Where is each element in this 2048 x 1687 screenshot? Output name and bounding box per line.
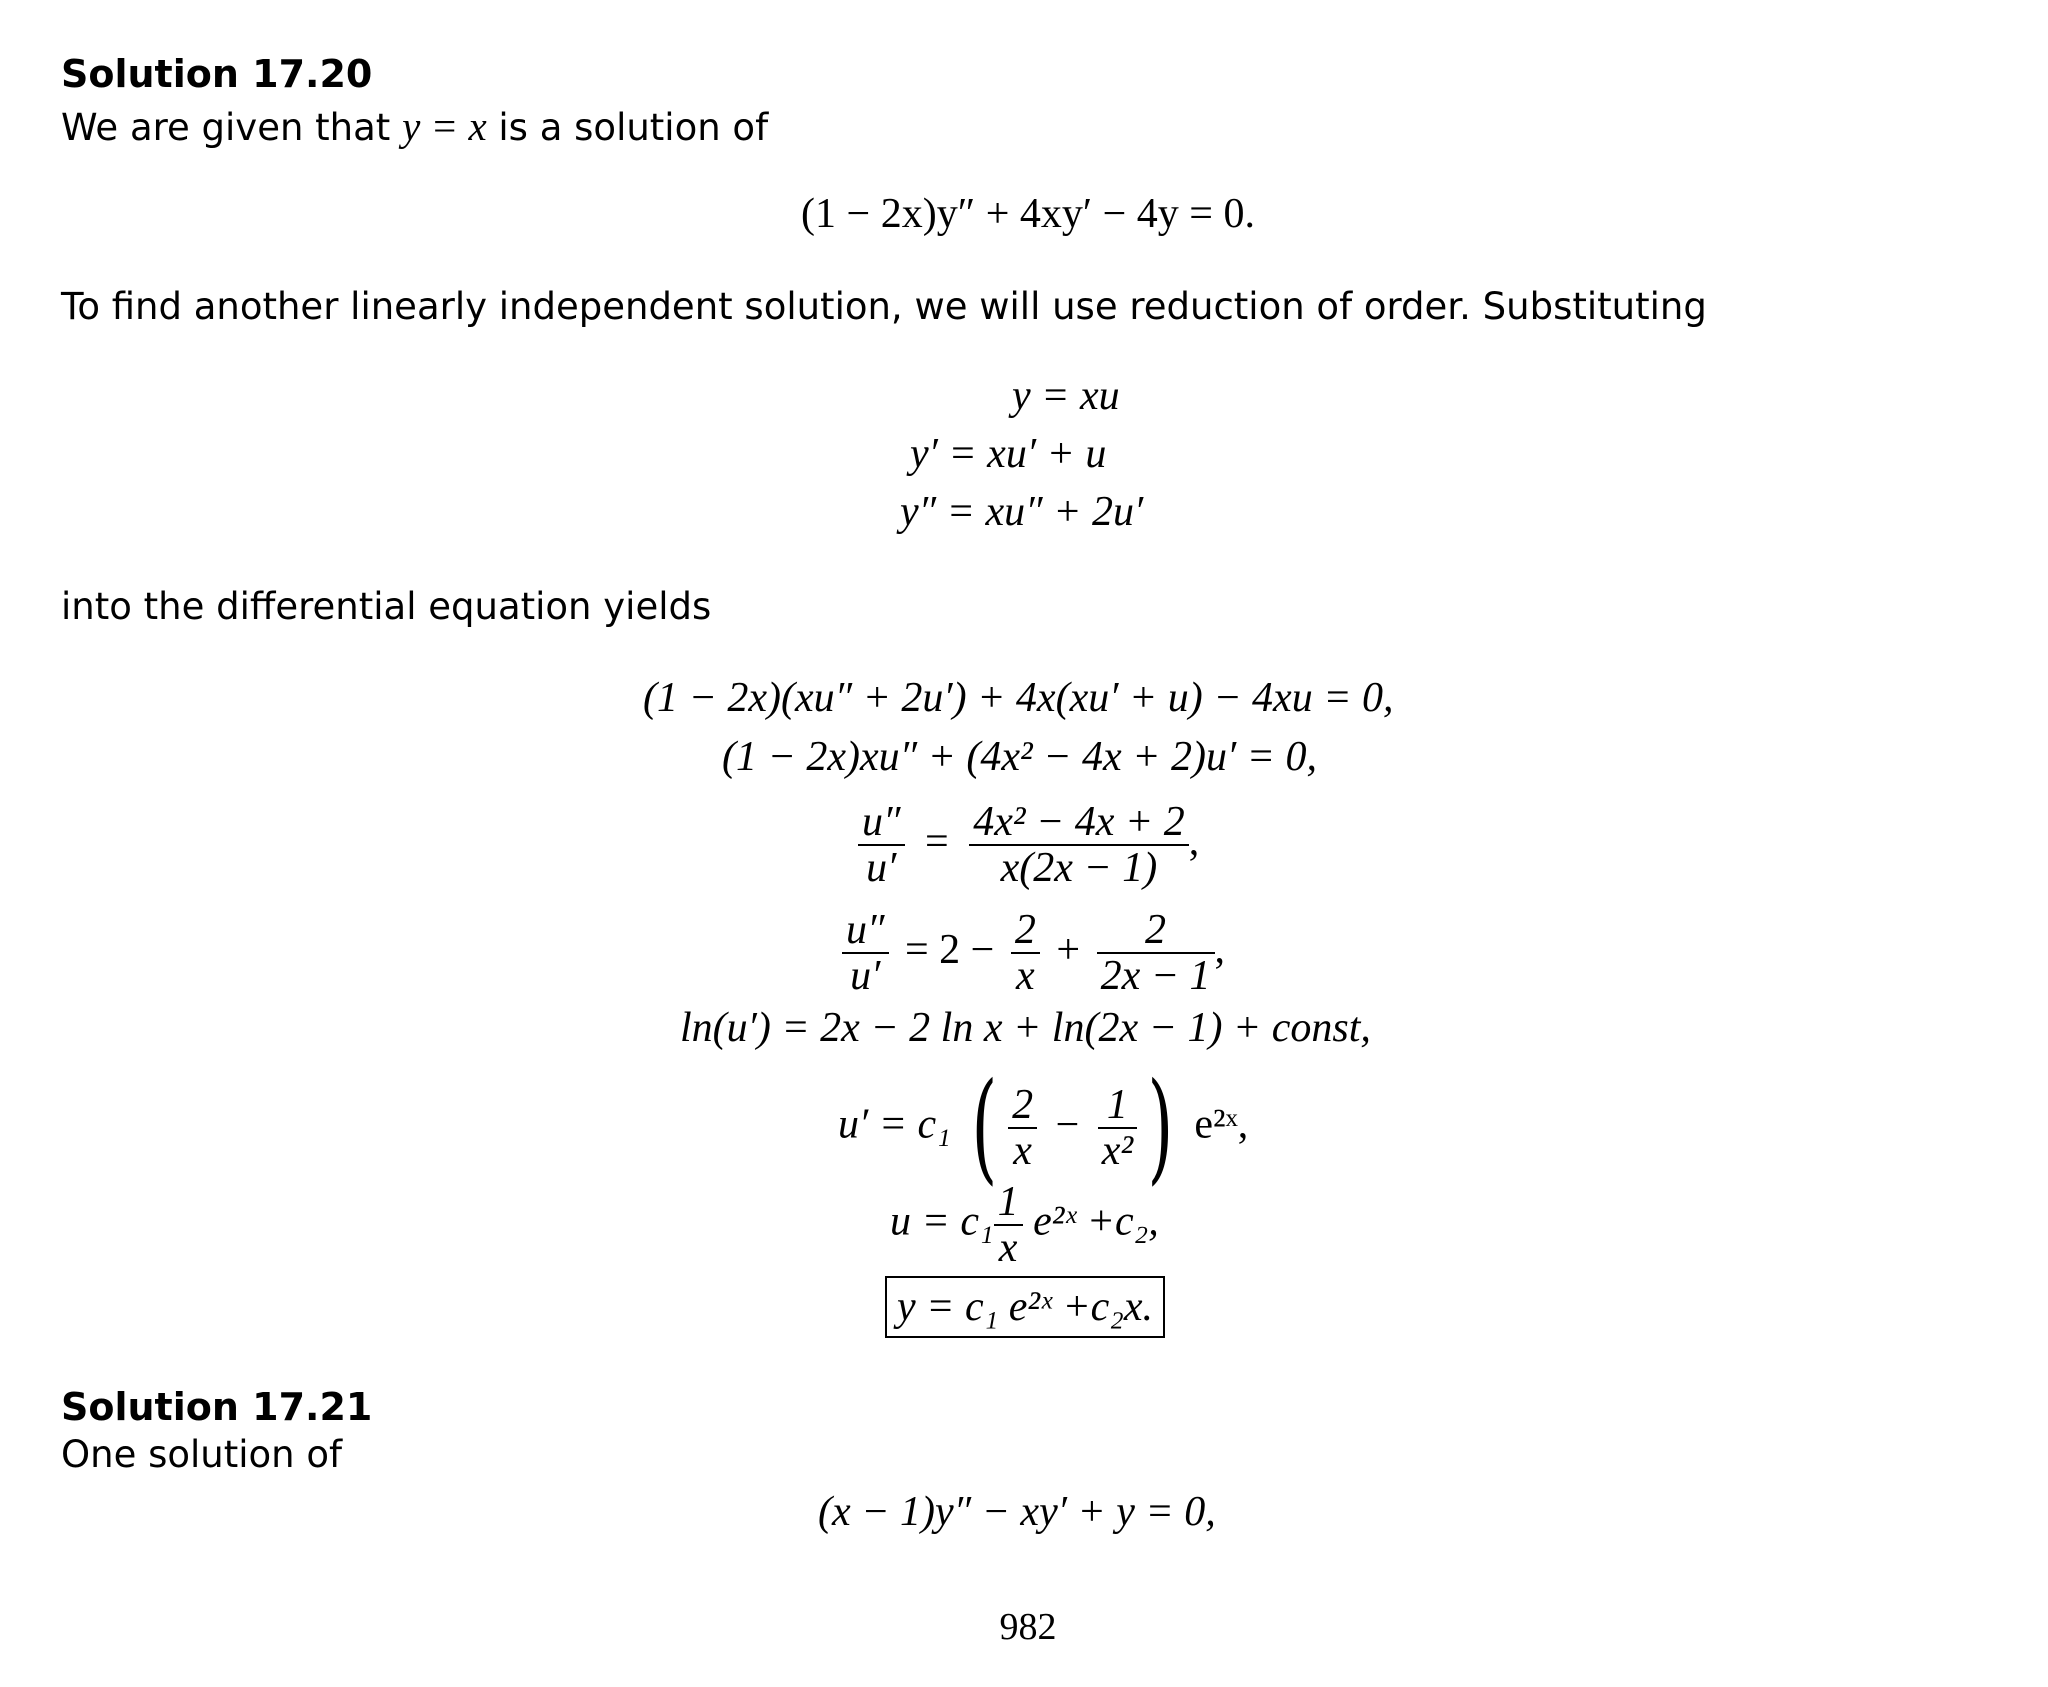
fraction-numerator: u″ — [862, 799, 901, 845]
fraction-u2-over-u1 — [858, 800, 905, 890]
derivation-line-2-text: (1 − 2x)xu″ + (4x² − 4x + 2)u′ = 0, — [722, 734, 1317, 780]
substitution-text-1: y = xu — [1012, 373, 1120, 419]
fraction-rational — [969, 800, 1189, 890]
yields-paragraph: into the differential equation yields — [61, 585, 712, 628]
fraction-2-over-x — [1008, 1083, 1037, 1173]
solution2-equation — [818, 1488, 1216, 1536]
intro-post-text: is a solution of — [486, 106, 769, 149]
fraction-2-over-2x-minus-1 — [1097, 908, 1215, 998]
fraction-numerator: 2 — [1145, 907, 1167, 953]
fraction-denominator: u′ — [842, 952, 889, 998]
left-paren: ( — [971, 1058, 998, 1197]
substitution-line-1 — [900, 372, 1220, 420]
derivation-line-5 — [680, 1004, 1371, 1052]
main-equation: (1 − 2x)y″ + 4xy′ − 4y = 0. — [801, 191, 1255, 237]
derivation-line-1 — [643, 674, 1394, 722]
substitution-text-2: y′ = xu′ + u — [910, 431, 1107, 477]
derivation-line-3: $\frac{u''}{u'}$ = $\frac{\text{4x² − 4x + 2}}{x(2x - 1)}$ , — [858, 800, 1199, 890]
intro-paragraph — [61, 102, 768, 150]
derivation-line-2 — [722, 733, 1317, 781]
line7-lhs: u = c₁ — [890, 1198, 994, 1245]
solution2-intro: One solution of — [61, 1433, 343, 1476]
fraction-numerator: 2 — [1012, 1081, 1034, 1128]
line6-lhs: u′ = c₁ — [838, 1101, 951, 1148]
page-number: 982 — [999, 1606, 1057, 1648]
derivation-line-5-text: ln(u′) = 2x − 2 ln x + ln(2x − 1) + const, — [680, 1005, 1371, 1051]
fraction-1-over-x-squared — [1098, 1083, 1137, 1173]
derivation-line-4: $\frac{u''}{u'}$ = 2 − $\frac{2}{x}$ + $\frac{2}{2x - 1}$ , — [842, 908, 1225, 998]
fraction-numerator: 1 — [997, 1179, 1019, 1225]
fraction-2-over-x — [1011, 908, 1040, 998]
solution-heading-17-21: Solution 17.21 — [61, 1385, 373, 1429]
derivation-line-6: u′ = c₁ ( $\frac{2}{x}$ − $\frac{1}{\text{x²}}$ ) e²ˣ, — [838, 1058, 1249, 1197]
fraction-denominator: x — [994, 1224, 1023, 1270]
fraction-denominator: x — [1008, 1127, 1037, 1173]
derivation-line-7 — [890, 1180, 1159, 1270]
fraction-denominator: x — [1011, 952, 1040, 998]
line7-tail: e²ˣ +c₂, — [1033, 1198, 1159, 1245]
right-paren: ) — [1147, 1058, 1174, 1197]
derivation-line-1-text: (1 − 2x)(xu″ + 2u′) + 4x(xu′ + u) − 4xu = 0, — [643, 675, 1394, 721]
solution2-equation-text: (x − 1)y″ − xy′ + y = 0, — [818, 1489, 1216, 1535]
intro-math: y = x — [402, 103, 487, 149]
fraction-numerator: 4x² − 4x + 2 — [973, 799, 1185, 845]
fraction-1-over-x — [994, 1180, 1023, 1270]
reduction-paragraph: To find another linearly independent solution, we will use reduction of order. Substituting — [61, 285, 1707, 328]
fraction-u2-over-u1 — [842, 908, 889, 998]
fraction-numerator: 1 — [1106, 1081, 1128, 1128]
fraction-denominator: u′ — [858, 844, 905, 890]
fraction-denominator: x² — [1098, 1127, 1137, 1173]
fraction-numerator: u″ — [846, 907, 885, 953]
substitution-line-2 — [910, 430, 1106, 478]
line6-tail: e²ˣ, — [1194, 1101, 1249, 1148]
equals-sign: = — [925, 818, 949, 865]
solution-heading-17-20: Solution 17.20 — [61, 52, 373, 96]
boxed-result-text: y = c₁ e²ˣ +c₂x. — [885, 1276, 1165, 1338]
intro-pre-text: We are given that — [61, 106, 403, 149]
substitution-text-3: y″ = xu″ + 2u′ — [900, 489, 1144, 535]
substitution-line-3 — [900, 488, 1143, 536]
fraction-numerator: 2 — [1014, 907, 1036, 953]
fraction-denominator: x(2x − 1) — [969, 844, 1189, 890]
boxed-result — [885, 1283, 1165, 1331]
line4-middle-text: = 2 − — [905, 926, 995, 973]
fraction-denominator: 2x − 1 — [1097, 952, 1215, 998]
